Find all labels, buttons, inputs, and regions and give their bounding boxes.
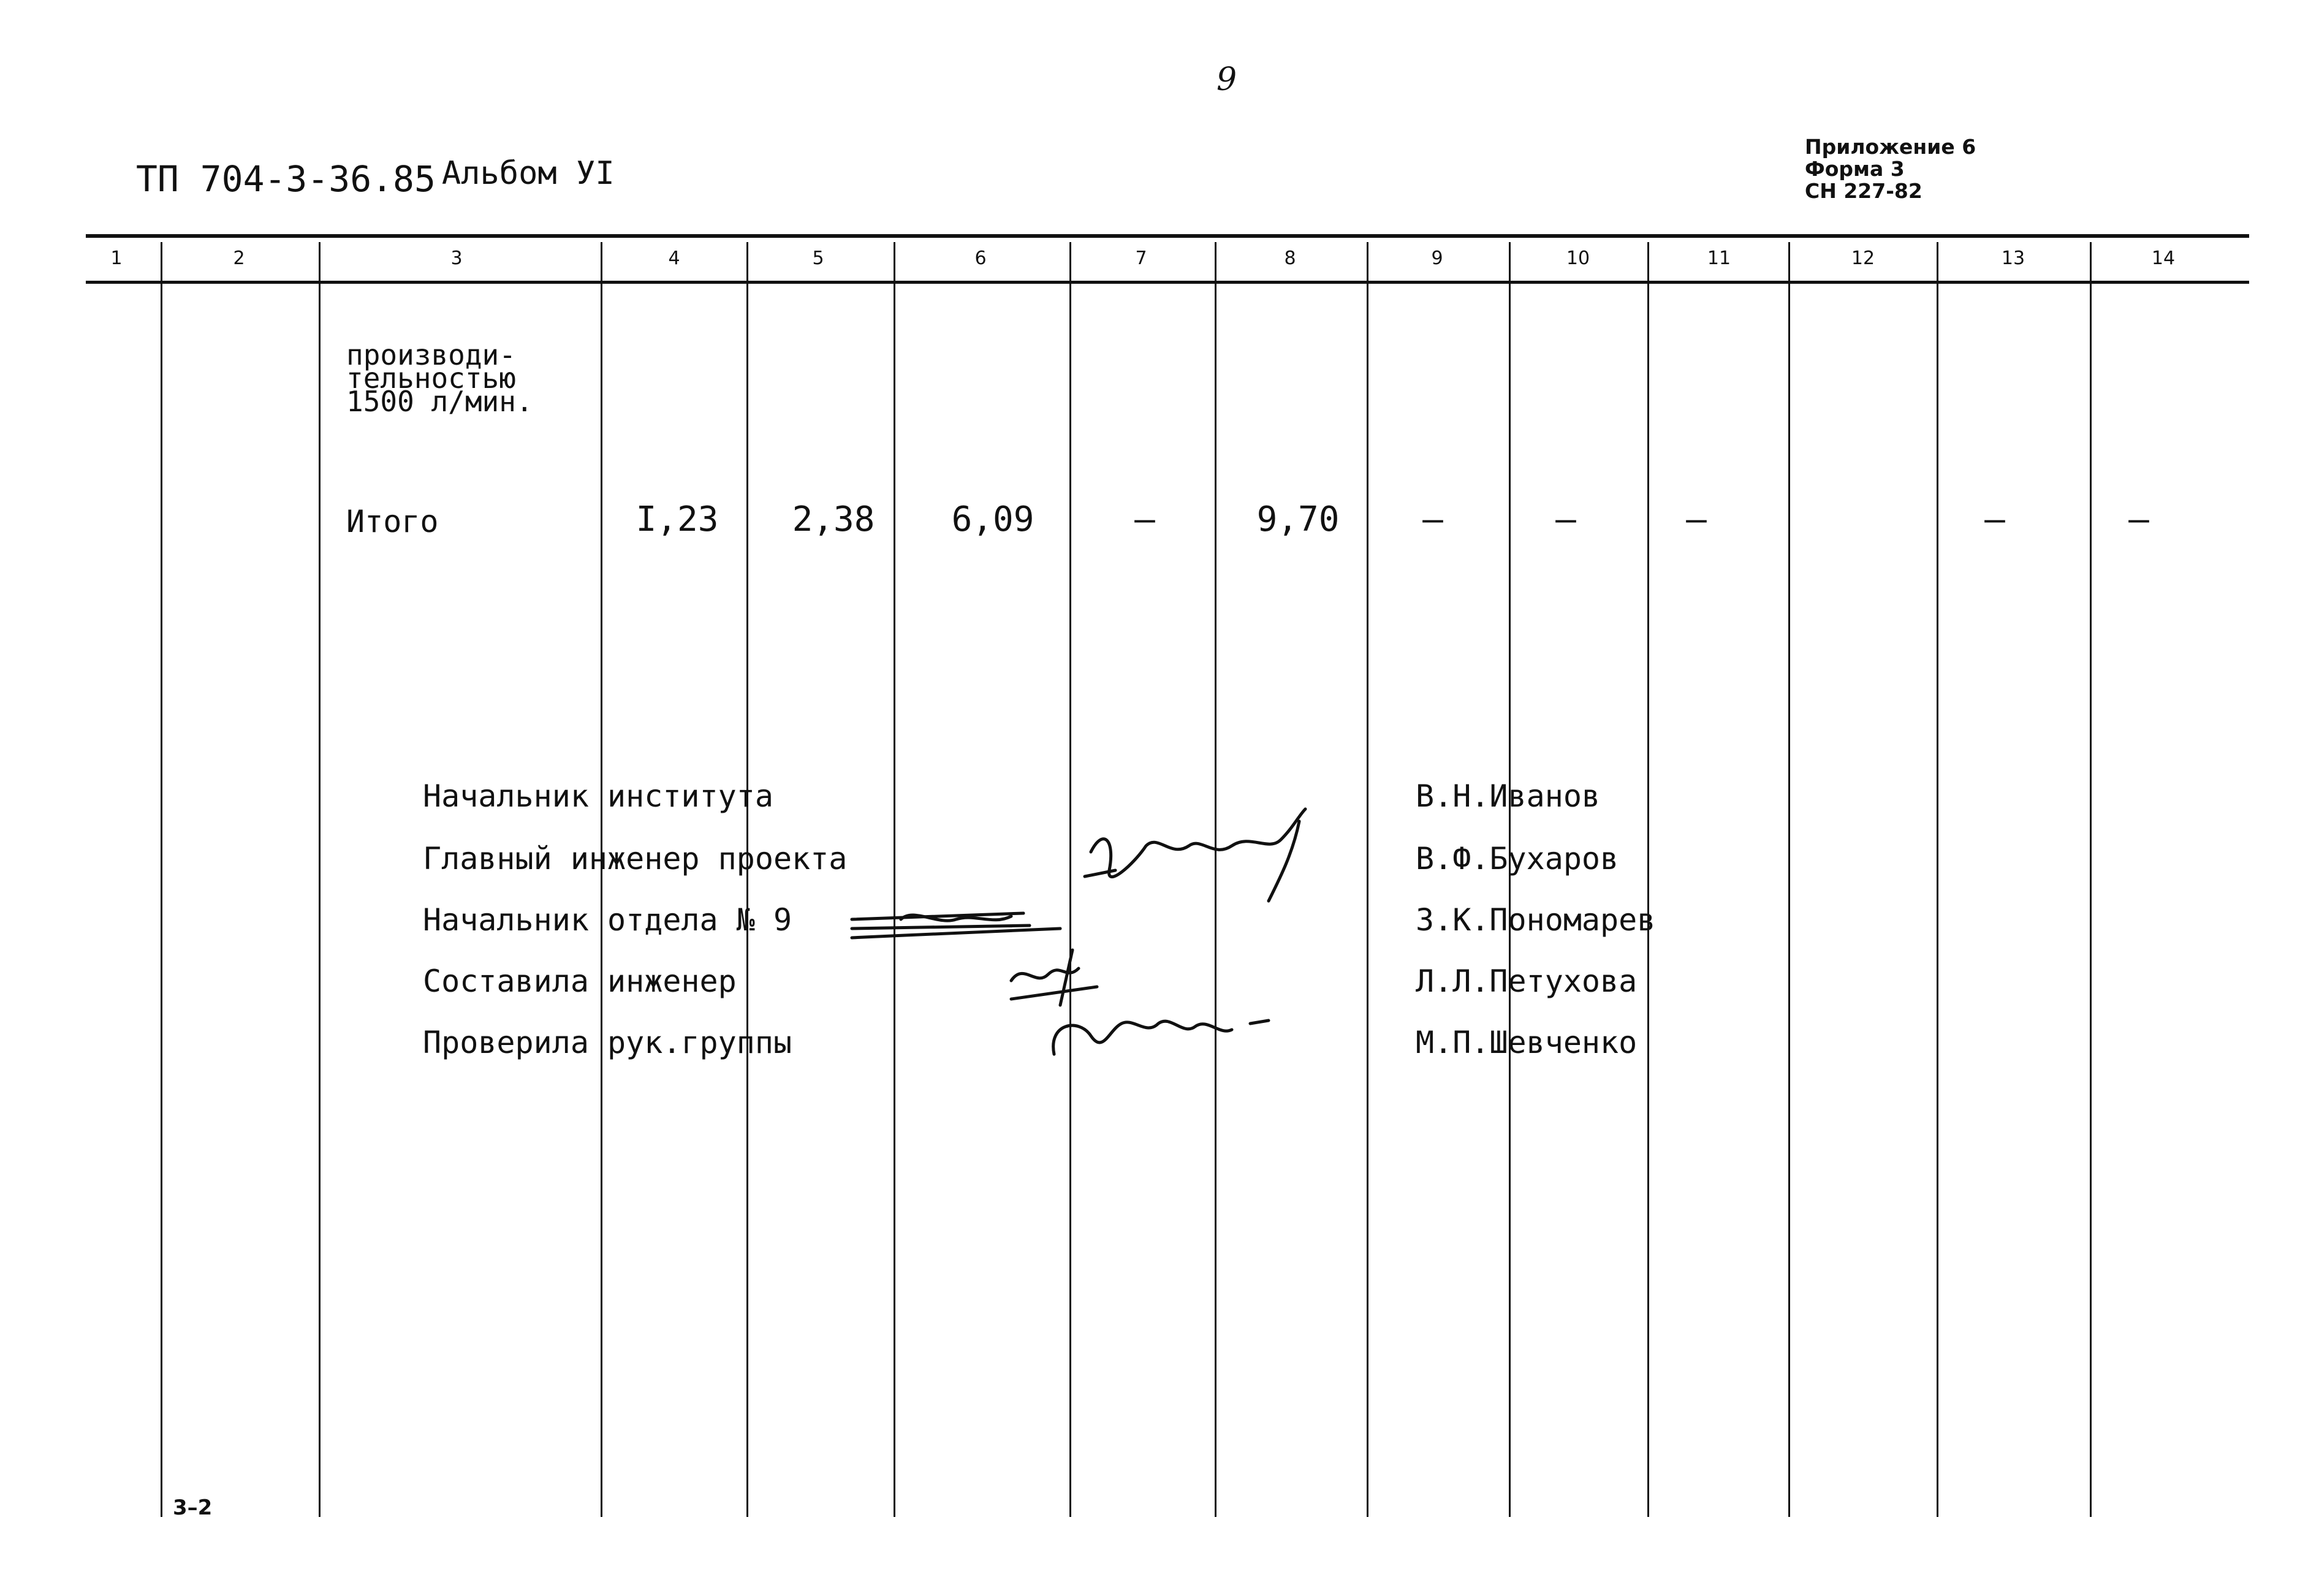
signatory-name: М.П.Шевченко bbox=[1416, 1025, 1638, 1060]
table-top-rule bbox=[86, 234, 2249, 238]
signature-role: Составила инженер bbox=[423, 963, 737, 999]
column-number-6: 6 bbox=[974, 248, 987, 269]
signature-role: Начальник института bbox=[423, 778, 773, 814]
column-number-2: 2 bbox=[233, 248, 245, 269]
total-col5: 2,38 bbox=[792, 500, 875, 539]
column-divider bbox=[161, 242, 162, 1517]
total-col10: – bbox=[1555, 500, 1576, 539]
document-code bbox=[136, 155, 615, 200]
column-divider bbox=[1509, 242, 1511, 1517]
appendix-block bbox=[1805, 136, 1976, 202]
column-divider bbox=[601, 242, 602, 1517]
column-divider bbox=[746, 242, 748, 1517]
column-divider bbox=[319, 242, 321, 1517]
column-divider bbox=[1647, 242, 1649, 1517]
column-number-5: 5 bbox=[812, 248, 824, 269]
signature-role: Главный инженер проекта bbox=[423, 841, 848, 876]
item-description: производи- тельностью 1500 л/мин. bbox=[346, 338, 533, 418]
total-col9: – bbox=[1422, 500, 1443, 539]
column-number-3: 3 bbox=[450, 248, 463, 269]
column-divider bbox=[2090, 242, 2092, 1517]
column-number-9: 9 bbox=[1431, 248, 1443, 269]
column-number-7: 7 bbox=[1135, 248, 1147, 269]
signatory-name: Л.Л.Петухова bbox=[1416, 963, 1638, 999]
column-number-12: 12 bbox=[1851, 248, 1875, 269]
column-number-14: 14 bbox=[2151, 248, 2176, 269]
column-number-10: 10 bbox=[1566, 248, 1590, 269]
signature-role: Проверила рук.группы bbox=[423, 1025, 792, 1060]
column-number-4: 4 bbox=[668, 248, 680, 269]
total-col7: – bbox=[1134, 500, 1155, 539]
signature-role: Начальник отдела № 9 bbox=[423, 902, 792, 938]
column-number-11: 11 bbox=[1707, 248, 1731, 269]
appendix-line: Приложение 6 bbox=[1805, 135, 1976, 159]
signatory-name: З.К.Пономарев bbox=[1416, 902, 1656, 938]
total-col6: 6,09 bbox=[951, 500, 1034, 539]
document-code-text: ТП 704-3-36.85 bbox=[136, 158, 436, 200]
signatory-name: В.Ф.Бухаров bbox=[1416, 841, 1619, 876]
total-col4: I,23 bbox=[636, 500, 719, 539]
page-number: 9 bbox=[1216, 61, 1237, 98]
column-number-1: 1 bbox=[110, 248, 123, 269]
sheet-mark: 3–2 bbox=[173, 1495, 213, 1520]
total-label: Итого bbox=[346, 504, 439, 539]
total-col8: 9,70 bbox=[1256, 500, 1340, 539]
total-col11: – bbox=[1686, 500, 1707, 539]
standard-line: СН 227-82 bbox=[1805, 179, 1922, 203]
album-label: Альбом УI bbox=[441, 155, 615, 192]
form-line: Форма 3 bbox=[1805, 157, 1905, 181]
column-number-8: 8 bbox=[1284, 248, 1296, 269]
column-divider bbox=[1937, 242, 1938, 1517]
total-col14: – bbox=[2128, 500, 2149, 539]
signatory-name: В.Н.Иванов bbox=[1416, 778, 1601, 814]
column-divider bbox=[1788, 242, 1790, 1517]
table-header-rule bbox=[86, 281, 2249, 284]
column-number-13: 13 bbox=[2001, 248, 2025, 269]
total-col13: – bbox=[1984, 500, 2005, 539]
handwritten-signatures bbox=[827, 803, 1379, 1109]
